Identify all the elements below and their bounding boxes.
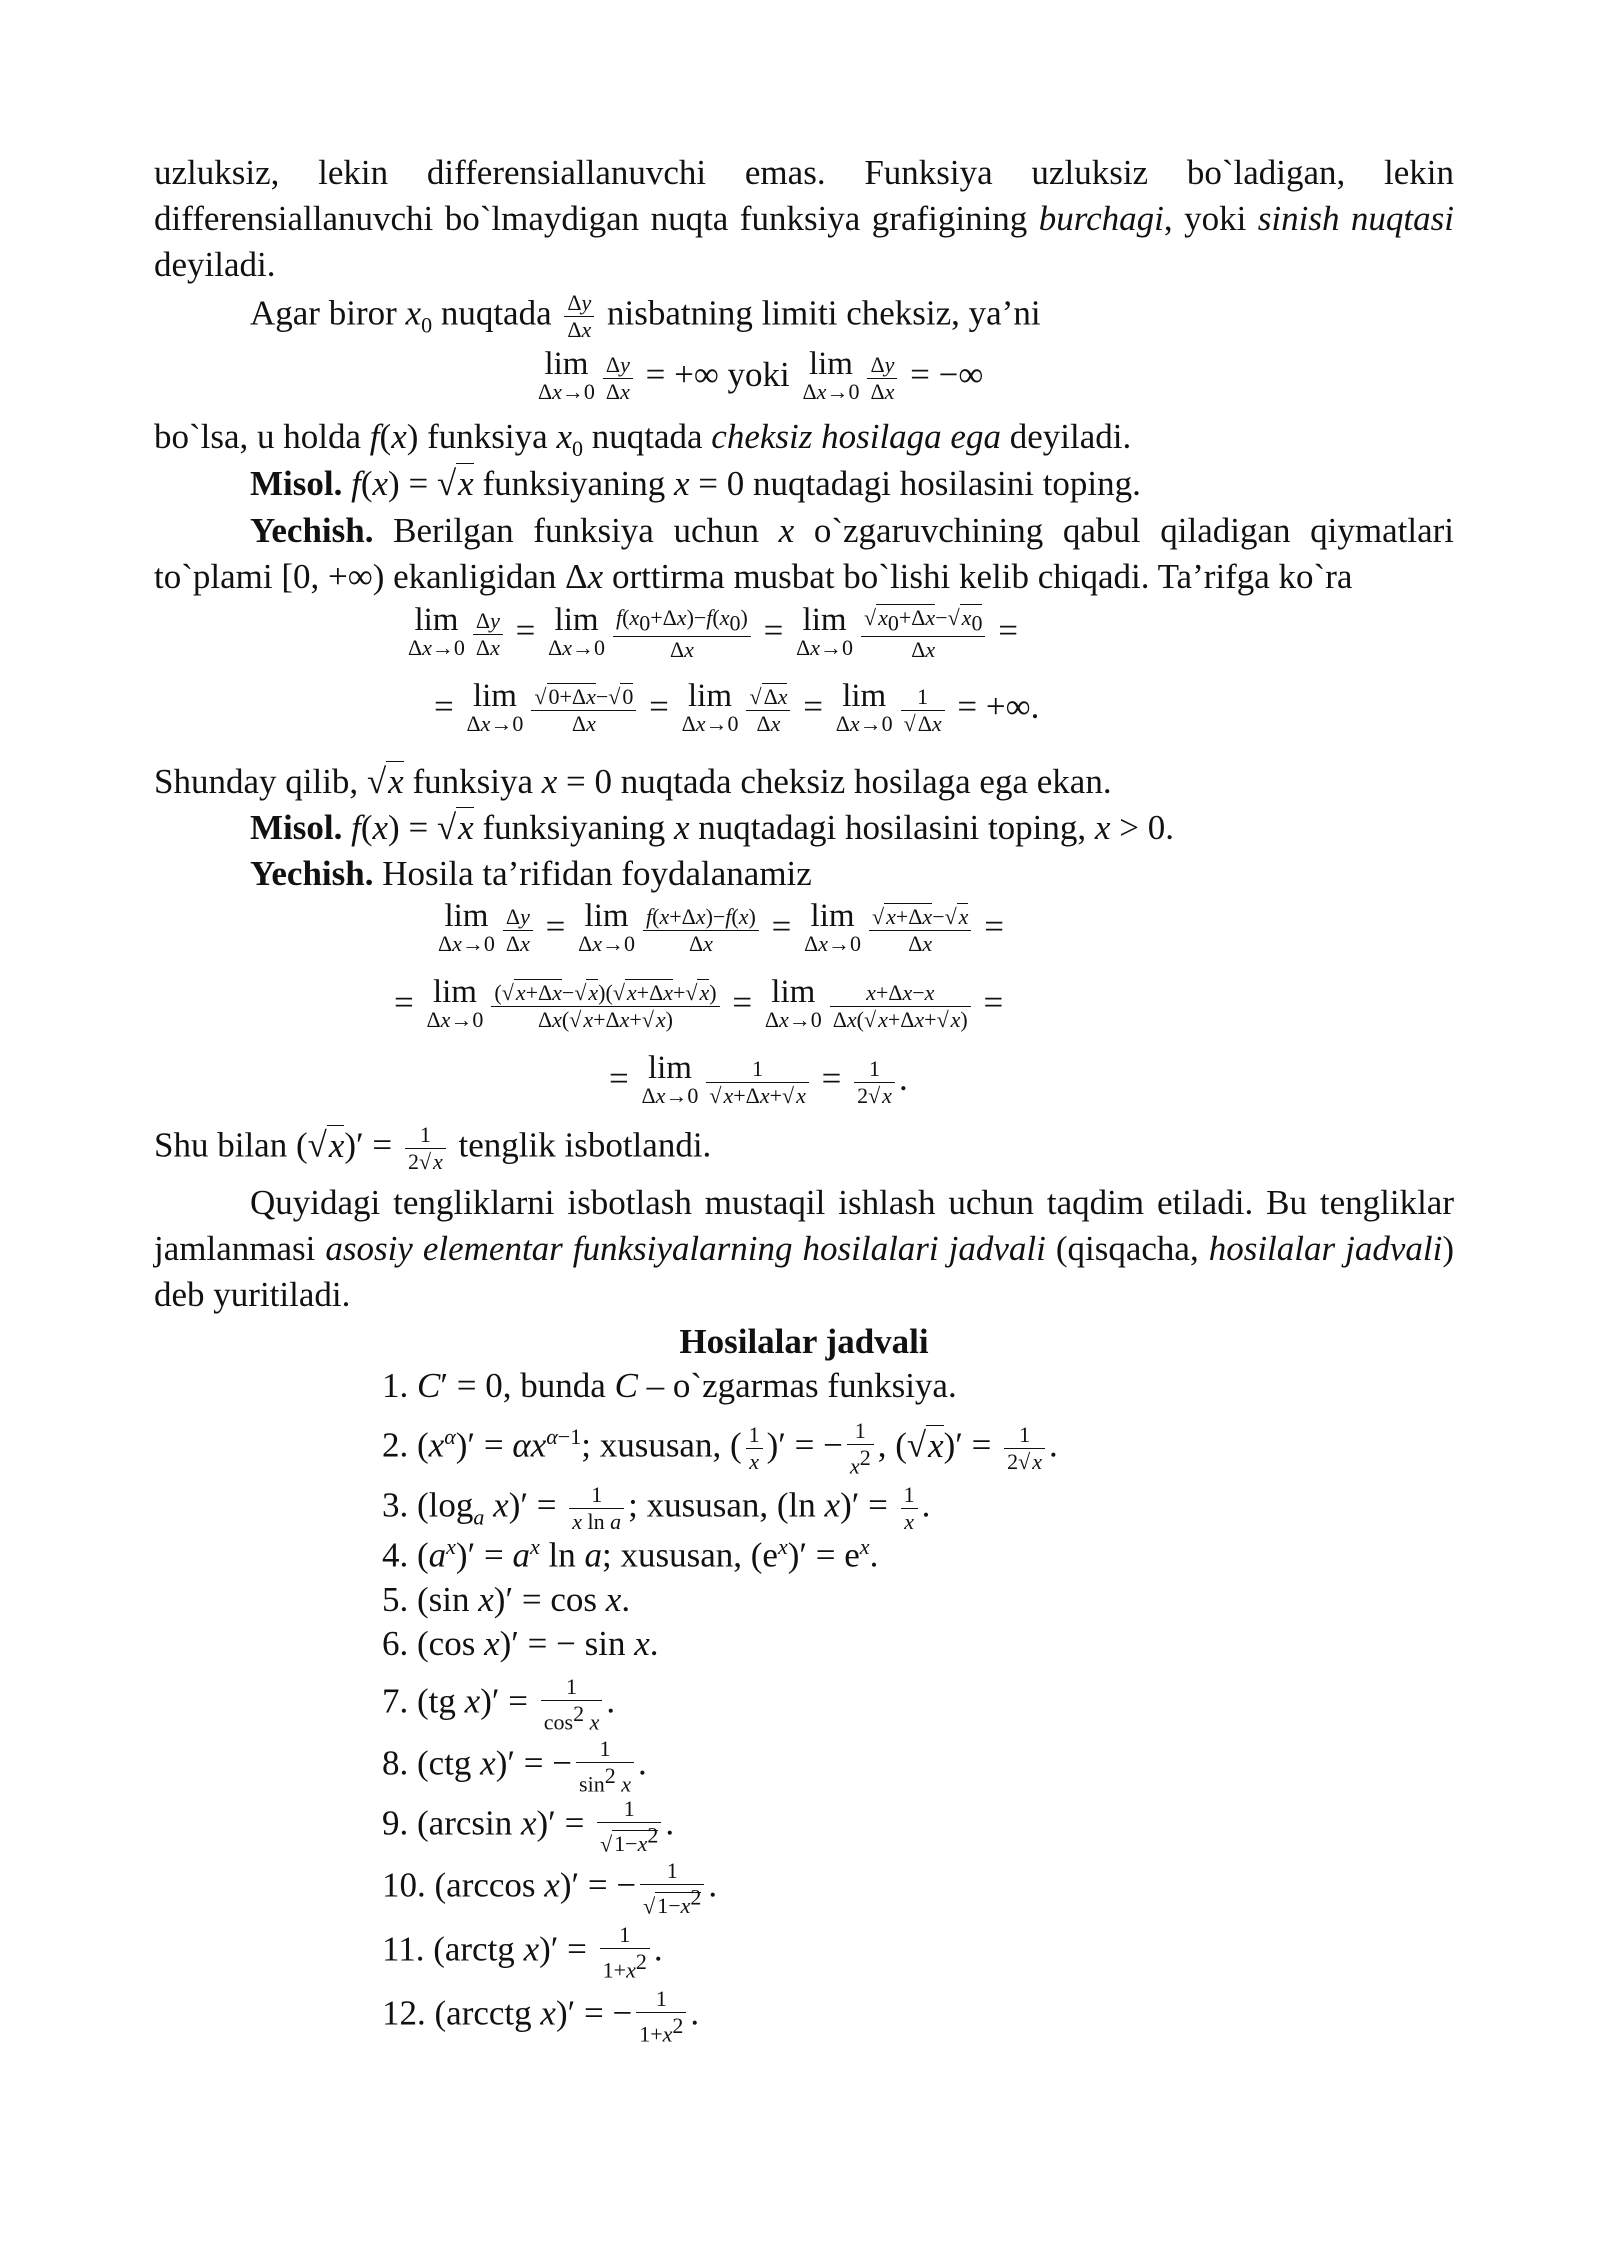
item-number: 8.: [382, 1743, 417, 1783]
text: ekanligidan: [384, 557, 566, 596]
text: orttirma musbat bo`lishi kelib chiqadi. Ta’rifga ko`ra: [603, 557, 1353, 596]
label-yechish: Yechish.: [250, 511, 374, 550]
conclusion-1: Shunday qilib, √x funksiya x = 0 nuqtada cheksiz hosilaga ega ekan.: [154, 762, 1112, 801]
item-number: 4.: [382, 1535, 417, 1575]
text: nuqtadagi hosilasini toping,: [689, 808, 1095, 847]
text: deyiladi.: [1000, 417, 1132, 456]
paragraph-3: bo`lsa, u holda f(x) funksiya $x_0$ nuqtada cheksiz hosilaga ega deyiladi.: [154, 417, 1132, 461]
label-yechish: Yechish.: [250, 854, 374, 893]
table-title: Hosilalar jadvali: [679, 1322, 929, 1361]
term-sinish-nuqtasi: sinish nuqtasi: [1257, 199, 1454, 238]
derivation-2-line-2: = lim Δx→0 $\frac{(√x+\Delta x-√x)(√x+\Delta x+√x)}{\Delta x(√x+\Delta x+√x)}$ = lim Δx→0 $\frac{x+\Delta x-x}{\Delta x(√x+\Delta x+√x)}$ =: [394, 974, 1004, 1032]
item-number: 5.: [382, 1580, 417, 1619]
label-misol: Misol.: [250, 808, 343, 847]
derivation-1-line-2: = lim Δx→0 $\frac{√0+\Delta x-√0}{\Delta x}$ = lim Δx→0 $\frac{√\Delta x}{\Delta x}$ = lim Δx→0 $\frac{1}{√\Delta x}$ = +∞.: [434, 678, 1040, 736]
example-2: Misol. f(x) = √x funksiyaning x nuqtadagi hosilasini toping, x > 0.: [250, 808, 1174, 847]
item-number: 12.: [382, 1993, 435, 2033]
paragraph-2: Agar biror $x_0$ nuqtada $\frac{\Delta y}{\Delta x}$ nisbatning limiti cheksiz, ya’ni: [250, 290, 1041, 342]
term-hosilalar-jadvali: hosilalar jadvali: [1208, 1229, 1443, 1268]
list-item: 12. (arcctg x)′ = − $\frac{1}{1+x^2}$ .: [382, 1986, 700, 2047]
list-item: 8. (ctg x)′ = − $\frac{1}{\sin^2 x}$ .: [382, 1736, 647, 1797]
text: , bunda: [502, 1366, 615, 1405]
text: – o`zgarmas funksiya.: [637, 1366, 957, 1405]
text: Quyidagi tengliklarni isbotlash mustaqil ishlash uchun taqdim etiladi. Bu tengliklar jamlanmasi: [154, 1183, 1454, 1268]
text: yoki: [718, 355, 799, 395]
text: uzluksiz, lekin differensiallanuvchi emas. Funksiya uzluksiz bo`ladigan, lekin differensiallanuvchi bo`lmaydigan nuqta funksiya grafigining: [154, 153, 1454, 238]
derivation-2-line-1: lim Δx→0 $\frac{\Delta y}{\Delta x}$ = lim Δx→0 $\frac{f(x+\Delta x)-f(x)}{\Delta x}$ = lim Δx→0 $\frac{√x+\Delta x-√x}{\Delta x}$ =: [438, 898, 1004, 956]
text: nisbatning limiti cheksiz, ya’ni: [598, 293, 1041, 333]
text: nuqtada: [582, 417, 712, 456]
limit-formula-1: lim Δx→0 $\frac{\Delta y}{\Delta x}$ = +∞ yoki lim Δx→0 $\frac{\Delta y}{\Delta x}$ = −∞: [538, 346, 984, 404]
paragraph-4: [154, 1180, 1454, 1318]
text: Agar biror: [250, 293, 406, 333]
list-item: 2. $(x^\alpha)' = \alpha x^{\alpha-1}$; xususan, ( $\frac{1}{x}$ )′ = − $\frac{1}{x^2}$ , (√x)′ = $\frac{1}{2√x}$ .: [382, 1418, 1058, 1479]
text: ; xususan,: [601, 1535, 751, 1575]
item-number: 9.: [382, 1803, 417, 1843]
text: Hosila ta’rifidan foydalanamiz: [373, 854, 812, 893]
list-item: 7. (tg x)′ = $\frac{1}{\cos^2 x}$ .: [382, 1674, 616, 1735]
text: Shunday qilib,: [154, 762, 367, 801]
list-item: 10. (arccos x)′ = − $\frac{1}{√1-x^2}$ .: [382, 1858, 718, 1919]
text: ) deb yuritiladi.: [154, 1229, 1454, 1314]
text: nuqtadagi hosilasini toping.: [744, 464, 1141, 503]
label-misol: Misol.: [250, 464, 343, 503]
item-number: 11.: [382, 1929, 434, 1969]
text: deyiladi.: [154, 245, 276, 284]
text: funksiyaning: [473, 808, 674, 847]
text: o`zgaruvchining qabul qiladigan qiymatlari to`plami: [154, 511, 1454, 596]
paragraph-1: [154, 150, 1454, 288]
list-item: 3. ($\log_a$ x)′ = $\frac{1}{\text{x ln a}}$ ; xususan, (ln x)′ = $\frac{1}{x}$ .: [382, 1482, 931, 1534]
text: funksiya: [418, 417, 557, 456]
text: nuqtada cheksiz hosilaga ega ekan.: [612, 762, 1112, 801]
item-number: 7.: [382, 1681, 417, 1721]
derivation-1-line-1: lim Δx→0 $\frac{\Delta y}{\Delta x}$ = lim Δx→0 $\frac{f(x_0+\Delta x)-f(x_0)}{\Delta x}$ = lim Δx→0 $\frac{√x_0+\Delta x-√x_0}{\Delta x}$ =: [408, 602, 1018, 663]
solution-1: Yechish. Berilgan funksiya uchun x o`zgaruvchining qabul qiladigan qiymatlari to`plami [0, +∞) ekanligidan Δx orttirma musbat bo`lishi kelib chiqadi. Ta’rifga ko`ra: [154, 511, 1454, 596]
example-1: Misol. f(x) = √x funksiyaning x = 0 nuqtadagi hosilasini toping.: [250, 464, 1141, 503]
item-number: 6.: [382, 1624, 417, 1663]
text: Berilgan funksiya uchun: [373, 511, 779, 550]
text: funksiya: [403, 762, 542, 801]
list-item: 9. (arcsin x)′ = $\frac{1}{√1-x^2}$ .: [382, 1796, 675, 1857]
list-item: 4. $(a^x)' = a^x$ ln a; xususan, $(e^x)' = e^x$.: [382, 1534, 879, 1575]
term-cheksiz-hosila: cheksiz hosilaga ega: [711, 417, 1001, 456]
text: funksiyaning: [473, 464, 674, 503]
conclusion-2: Shu bilan (√x)′ = $\frac{1}{2√x}$ tenglik isbotlandi.: [154, 1122, 712, 1174]
list-item: 5. (sin x)′ = cos x.: [382, 1580, 631, 1619]
item-number: 10.: [382, 1865, 435, 1905]
text: nuqtada: [432, 293, 561, 333]
term-jadval: asosiy elementar funksiyalarning hosilalari jadvali: [325, 1229, 1046, 1268]
text: (qisqacha,: [1045, 1229, 1209, 1268]
list-item: 6. (cos x)′ = − sin x.: [382, 1624, 659, 1663]
text: ; xususan,: [628, 1485, 777, 1525]
text: Shu bilan: [154, 1125, 296, 1165]
solution-2: [250, 852, 812, 896]
term-burchagi: burchagi: [1038, 199, 1164, 238]
text: bo`lsa, u holda: [154, 417, 370, 456]
list-item: 11. (arctg x)′ = $\frac{1}{1+x^2}$ .: [382, 1922, 663, 1983]
item-number: 2.: [382, 1425, 417, 1465]
item-number: 1.: [382, 1366, 417, 1405]
derivation-2-line-3: = lim Δx→0 $\frac{1}{√x+\Delta x+√x}$ = $\frac{1}{2√x}$ .: [609, 1050, 908, 1108]
item-number: 3.: [382, 1485, 417, 1525]
text: , yoki: [1163, 199, 1258, 238]
text: tenglik isbotlandi.: [449, 1125, 712, 1165]
text: ; xususan,: [581, 1425, 730, 1465]
list-item: 1. C′ = 0, bunda C – o`zgarmas funksiya.: [382, 1366, 957, 1405]
fraction: $\frac{\Delta y}{\Delta x}$: [564, 290, 594, 343]
